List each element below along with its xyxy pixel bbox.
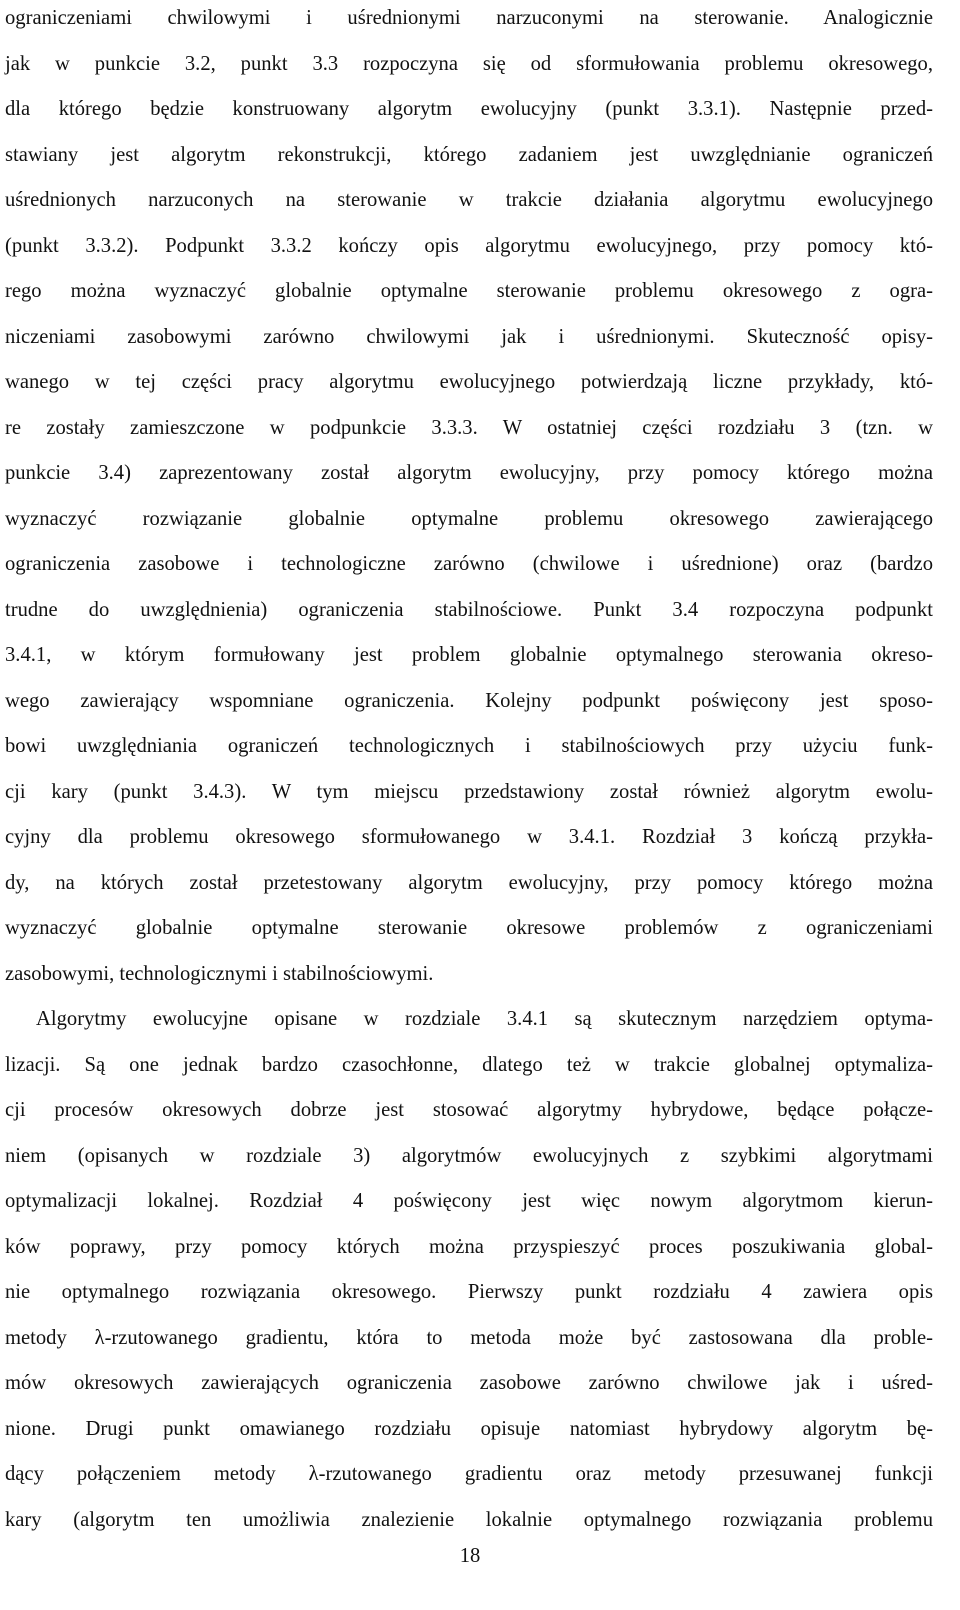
text-line: dący połączeniem metody λ-rzutowanego gradientu oraz metody przesuwanej funkcji (5, 1463, 933, 1485)
text-line: optymalizacji lokalnej. Rozdział 4 poświęcony jest więc nowym algorytmom kierun- (5, 1190, 933, 1212)
text-line: wanego w tej części pracy algorytmu ewolucyjnego potwierdzają liczne przykłady, któ- (5, 371, 933, 393)
text-line: jak w punkcie 3.2, punkt 3.3 rozpoczyna się od sformułowania problemu okresowego, (5, 52, 933, 75)
text-line: nie optymalnego rozwiązania okresowego. Pierwszy punkt rozdziału 4 zawiera opis (5, 1281, 933, 1303)
text-line: bowi uwzględniania ograniczeń technologicznych i stabilnościowych przy użyciu funk- (5, 735, 933, 757)
text-line: wyznaczyć rozwiązanie globalnie optymalne problemu okresowego zawierającego (5, 507, 933, 530)
text-line: metody λ-rzutowanego gradientu, która to metoda może być zastosowana dla proble- (5, 1326, 933, 1349)
text-line: re zostały zamieszczone w podpunkcie 3.3.3. W ostatniej części rozdziału 3 (tzn. w (5, 416, 933, 439)
text-line: wego zawierający wspomniane ograniczenia. Kolejny podpunkt poświęcony jest sposo- (5, 689, 933, 712)
text-line: ograniczeniami chwilowymi i uśrednionymi narzuconymi na sterowanie. Analogicznie (5, 7, 933, 29)
text-line: ograniczenia zasobowe i technologiczne zarówno (chwilowe i uśrednione) oraz (bardzo (5, 553, 933, 575)
text-line: uśrednionych narzuconych na sterowanie w trakcie działania algorytmu ewolucyjnego (5, 189, 933, 211)
text-line: 3.4.1, w którym formułowany jest problem globalnie optymalnego sterowania okreso- (5, 644, 933, 666)
text-line: wyznaczyć globalnie optymalne sterowanie okresowe problemów z ograniczeniami (5, 917, 933, 939)
page-number: 18 (459, 1545, 481, 1567)
text-line: kary (algorytm ten umożliwia znalezienie lokalnie optymalnego rozwiązania problemu (5, 1508, 933, 1531)
text-line: cyjny dla problemu okresowego sformułowanego w 3.4.1. Rozdział 3 kończą przykła- (5, 826, 933, 848)
text-line: (punkt 3.3.2). Podpunkt 3.3.2 kończy opis algorytmu ewolucyjnego, przy pomocy któ- (5, 234, 933, 257)
text-line: punkcie 3.4) zaprezentowany został algorytm ewolucyjny, przy pomocy którego można (5, 462, 933, 484)
text-line: cji procesów okresowych dobrze jest stosować algorytmy hybrydowe, będące połącze- (5, 1099, 933, 1121)
text-line: rego można wyznaczyć globalnie optymalne sterowanie problemu okresowego z ogra- (5, 280, 933, 302)
text-line: zasobowymi, technologicznymi i stabilnościowymi. (5, 962, 434, 985)
text-line: lizacji. Są one jednak bardzo czasochłonne, dlatego też w trakcie globalnej optymaliza- (5, 1053, 933, 1076)
text-line: cji kary (punkt 3.4.3). W tym miejscu przedstawiony został również algorytm ewolu- (5, 780, 933, 803)
text-line: niczeniami zasobowymi zarówno chwilowymi jak i uśrednionymi. Skuteczność opisy- (5, 325, 933, 348)
text-line: nione. Drugi punkt omawianego rozdziału opisuje natomiast hybrydowy algorytm bę- (5, 1417, 933, 1440)
text-line: stawiany jest algorytm rekonstrukcji, którego zadaniem jest uwzględnianie ograniczeń (5, 143, 933, 166)
text-line: Algorytmy ewolucyjne opisane w rozdziale 3.4.1 są skutecznym narzędziem optyma- (36, 1008, 933, 1030)
text-line: dla którego będzie konstruowany algorytm ewolucyjny (punkt 3.3.1). Następnie przed- (5, 98, 933, 120)
text-line: niem (opisanych w rozdziale 3) algorytmów ewolucyjnych z szybkimi algorytmami (5, 1144, 933, 1167)
text-line: dy, na których został przetestowany algorytm ewolucyjny, przy pomocy którego można (5, 871, 933, 894)
text-line: mów okresowych zawierających ograniczenia zasobowe zarówno chwilowe jak i uśred- (5, 1372, 933, 1394)
text-line: trudne do uwzględnienia) ograniczenia stabilnościowe. Punkt 3.4 rozpoczyna podpunkt (5, 598, 933, 621)
text-line: ków poprawy, przy pomocy których można przyspieszyć proces poszukiwania global- (5, 1235, 933, 1258)
